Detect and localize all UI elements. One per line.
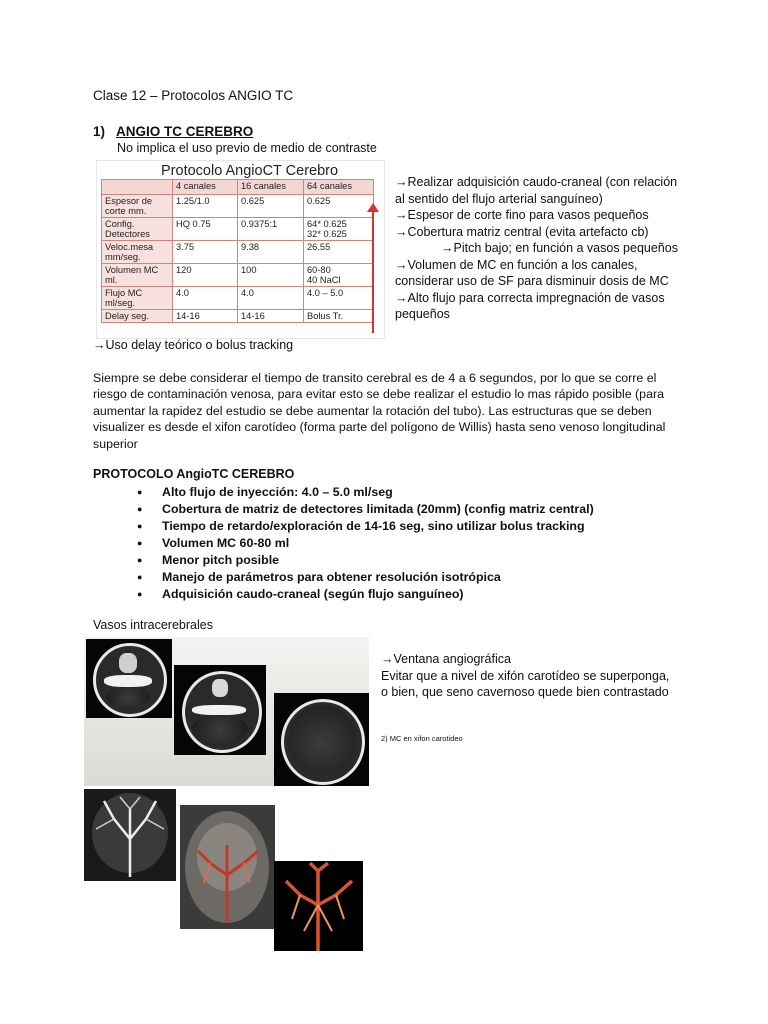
table-cell: HQ 0.75: [173, 218, 238, 241]
table-cell: 4.0: [238, 287, 304, 310]
row-label-cell: Flujo MC ml/seg.: [102, 287, 173, 310]
protocol-header-cell: 64 canales: [304, 180, 374, 195]
document-title: Clase 12 – Protocolos ANGIO TC: [93, 88, 294, 103]
side-note-indented: →Pitch bajo; en función a vasos pequeños: [441, 241, 678, 255]
vasos-note: →Ventana angiográfica: [381, 652, 511, 666]
list-item: ● Manejo de parámetros para obtener resolución isotrópica: [0, 569, 594, 586]
table-cell: 64* 0.625 32* 0.625: [304, 218, 374, 241]
list-item: ● Cobertura de matriz de detectores limitada (20mm) (config matriz central): [0, 501, 594, 518]
section-heading: [93, 124, 253, 139]
table-cell: 3.75: [173, 241, 238, 264]
row-label-cell: Espesor de corte mm.: [102, 195, 173, 218]
table-row: [102, 218, 374, 241]
table-cell: 9.38: [238, 241, 304, 264]
protocol-summary-list: [0, 484, 594, 603]
table-cell: 0.9375:1: [238, 218, 304, 241]
table-row: [102, 287, 374, 310]
protocol-summary-heading: PROTOCOLO AngioTC CEREBRO: [93, 467, 295, 481]
vasos-heading: Vasos intracerebrales: [93, 618, 213, 632]
red-arrow-head-icon: [367, 203, 379, 212]
mip-angiography-image: [84, 789, 176, 881]
list-item: ● Tiempo de retardo/exploración de 14-16 seg, sino utilizar bolus tracking: [0, 518, 594, 535]
protocol-header-cell: [102, 180, 173, 195]
table-cell: 1.25/1.0: [173, 195, 238, 218]
table-cell: 26.55: [304, 241, 374, 264]
ct-slice-image: [274, 693, 369, 786]
table-cell: 0.625: [304, 195, 374, 218]
list-item: ● Menor pitch posible: [0, 552, 594, 569]
side-note: →Realizar adquisición caudo-craneal (con relación al sentido del flujo arterial sanguíneo): [395, 175, 678, 206]
side-note: →Cobertura matriz central (evita artefacto cb): [395, 224, 649, 239]
table-cell: 14-16: [238, 310, 304, 323]
table-cell: 4.0: [173, 287, 238, 310]
table-row: [102, 195, 374, 218]
protocol-header-cell: 16 canales: [238, 180, 304, 195]
side-note: →Espesor de corte fino para vasos pequeños: [395, 208, 649, 222]
small-note: 2) MC en xifon carotideo: [381, 734, 463, 743]
table-cell: 0.625: [238, 195, 304, 218]
ct-scan-slices-image: [84, 637, 369, 786]
list-item: ● Adquisición caudo-craneal (según flujo sanguíneo): [0, 586, 594, 603]
row-label-cell: Veloc.mesa mm/seg.: [102, 241, 173, 264]
section-title: ANGIO TC CEREBRO: [116, 124, 254, 139]
side-notes: [395, 174, 685, 323]
red-arrow-line: [372, 209, 374, 333]
vr-skull-vessels-image: [180, 805, 275, 929]
protocol-table-header-row: [102, 180, 374, 195]
section-subtitle: No implica el uso previo de medio de contraste: [117, 141, 377, 155]
ct-slice-image: [86, 639, 172, 718]
list-item: ● Alto flujo de inyección: 4.0 – 5.0 ml/seg: [0, 484, 594, 501]
row-label-cell: Config. Detectores: [102, 218, 173, 241]
vasos-note: Evitar que a nivel de xifón carotídeo se superponga, o bien, que seno cavernoso quede bien contrastado: [381, 668, 670, 699]
table-cell: 4.0 – 5.0: [304, 287, 374, 310]
ct-slice-image: [174, 665, 266, 755]
side-note: →Volumen de MC en función a los canales, considerar uso de SF para disminuir dosis de MC: [395, 257, 669, 288]
section-number: 1): [93, 124, 106, 139]
vasos-notes: [381, 651, 671, 701]
body-paragraph: Siempre se debe considerar el tiempo de transito cerebral es de 4 a 6 segundos, por lo que se corre el riesgo de contaminación venosa, para evitar esto se debe realizar el estudio lo mas rápido posible (para aumentar la rapidez del estudio se debe aumentar la rotación del tubo). Las estructuras que se deben visualizer es desde el xifon carotídeo (forma parte del polígono de Willis) hasta seno venoso longitudinal superior: [93, 371, 666, 451]
table-row: [102, 241, 374, 264]
table-cell: Bolus Tr.: [304, 310, 374, 323]
row-label-cell: Volumen MC ml.: [102, 264, 173, 287]
table-cell: 100: [238, 264, 304, 287]
table-cell: 14-16: [173, 310, 238, 323]
table-cell: 60-80 40 NaCl: [304, 264, 374, 287]
protocol-table: [101, 179, 374, 323]
list-item: ● Volumen MC 60-80 ml: [0, 535, 594, 552]
row-label-cell: Delay seg.: [102, 310, 173, 323]
side-note: →Alto flujo para correcta impregnación de vasos pequeños: [395, 290, 665, 321]
vessel-reconstruction-image: [84, 789, 363, 951]
vr-vessels-image: [274, 861, 363, 951]
table-row: [102, 310, 374, 323]
table-row: [102, 264, 374, 287]
protocol-header-cell: 4 canales: [173, 180, 238, 195]
protocol-table-image: [96, 160, 385, 339]
protocol-table-title: Protocolo AngioCT Cerebro: [161, 163, 339, 179]
table-cell: 120: [173, 264, 238, 287]
delay-note: →Uso delay teórico o bolus tracking: [93, 338, 294, 352]
